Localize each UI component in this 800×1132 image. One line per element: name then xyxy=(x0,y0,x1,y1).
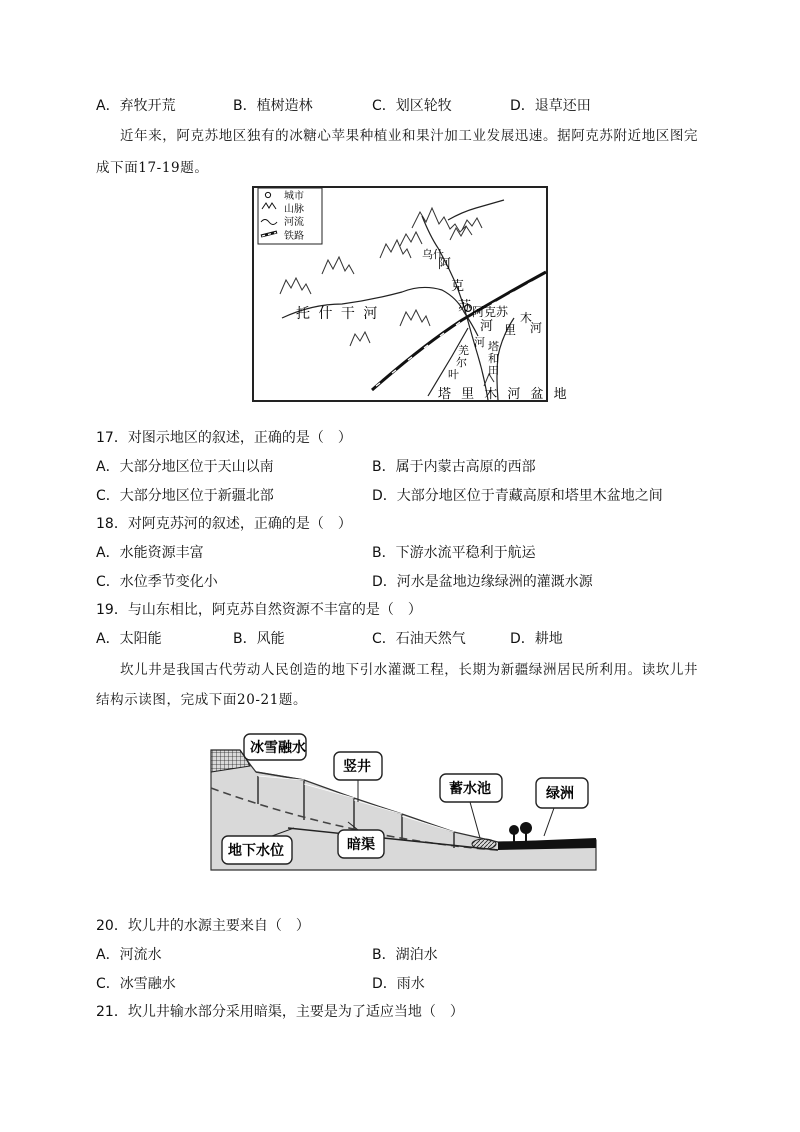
q18-option-a: A．水能资源丰富 xyxy=(96,545,204,561)
river-label-hotan xyxy=(488,339,499,377)
q19-option-c: C．石油天然气 xyxy=(372,631,466,647)
karez-structure-diagram xyxy=(208,732,604,880)
aksu-region-map xyxy=(252,186,570,406)
city-label-north: 乌什 xyxy=(422,248,444,261)
q17-stem: 17．对图示地区的叙述，正确的是（ ） xyxy=(96,430,352,446)
svg-text:阿: 阿 xyxy=(438,257,452,272)
svg-text:河: 河 xyxy=(474,336,485,349)
option-a: A．弃牧开荒 xyxy=(96,98,176,114)
legend-mountain-label: 山脉 xyxy=(284,204,304,215)
q20-stem: 20．坎儿井的水源主要来自（ ） xyxy=(96,918,310,934)
svg-text:田: 田 xyxy=(488,364,499,377)
q18-option-d: D．河水是盆地边缘绿洲的灌溉水源 xyxy=(372,574,593,590)
q18-option-c: C．水位季节变化小 xyxy=(96,574,218,590)
q19-stem: 19．与山东相比，阿克苏自然资源不丰富的是（ ） xyxy=(96,602,422,618)
q17-option-b: B．属于内蒙古高原的西部 xyxy=(372,459,536,475)
oasis-trees-icon xyxy=(509,822,532,842)
intro-paragraph-line1: 近年来，阿克苏地区独有的冰糖心苹果种植业和果汁加工业发展迅速。据阿克苏附近地区图完 xyxy=(120,128,699,144)
option-b: B．植树造林 xyxy=(233,98,313,114)
city-label-aksu: 阿克苏 xyxy=(472,305,509,319)
svg-text:羌: 羌 xyxy=(458,344,469,357)
svg-text:苏: 苏 xyxy=(458,299,472,314)
q20-option-d: D．雨水 xyxy=(372,976,425,992)
q19-option-a: A．太阳能 xyxy=(96,631,162,647)
svg-text:河: 河 xyxy=(530,321,543,335)
q18-option-b: B．下游水流平稳利于航运 xyxy=(372,545,536,561)
svg-text:和: 和 xyxy=(488,352,499,365)
karez-intro-line2: 结构示读图，完成下面20-21题。 xyxy=(96,692,308,708)
svg-text:叶: 叶 xyxy=(448,368,459,381)
q19-option-d: D．耕地 xyxy=(510,631,563,647)
river-label-toshkan: 托 什 干 河 xyxy=(296,306,380,322)
q20-option-a: A．河流水 xyxy=(96,947,162,963)
legend-city-label: 城市 xyxy=(284,191,304,202)
q19-option-b: B．风能 xyxy=(233,631,285,647)
legend-railway-label: 铁路 xyxy=(284,231,304,242)
label-snowmelt: 冰雪融水 xyxy=(250,740,306,756)
q21-stem: 21．坎儿井输水部分采用暗渠，主要是为了适应当地（ ） xyxy=(96,1004,464,1020)
label-canal: 暗渠 xyxy=(347,837,375,853)
svg-text:尔: 尔 xyxy=(456,356,467,369)
q17-option-c: C．大部分地区位于新疆北部 xyxy=(96,488,274,504)
svg-text:河: 河 xyxy=(480,319,494,334)
map-legend xyxy=(258,188,322,244)
option-d: D．退草还田 xyxy=(510,98,591,114)
q20-option-c: C．冰雪融水 xyxy=(96,976,176,992)
option-c: C．划区轮牧 xyxy=(372,98,452,114)
q17-option-a: A．大部分地区位于天山以南 xyxy=(96,459,274,475)
q20-option-b: B．湖泊水 xyxy=(372,947,438,963)
label-water-table: 地下水位 xyxy=(228,843,284,859)
label-reservoir: 蓄水池 xyxy=(449,781,491,797)
q17-option-d: D．大部分地区位于青藏高原和塔里木盆地之间 xyxy=(372,488,663,504)
svg-text:克: 克 xyxy=(451,279,465,294)
legend-river-label: 河流 xyxy=(284,217,304,228)
svg-text:木: 木 xyxy=(520,311,533,325)
svg-text:里: 里 xyxy=(504,323,517,337)
label-shaft: 竖井 xyxy=(343,759,371,775)
intro-paragraph-line2: 成下面17-19题。 xyxy=(96,160,209,176)
q18-stem: 18．对阿克苏河的叙述，正确的是（ ） xyxy=(96,516,352,532)
svg-text:塔: 塔 xyxy=(488,340,499,353)
basin-label: 塔 里 木 河 盆 地 xyxy=(438,387,570,402)
reservoir-shape xyxy=(472,839,496,849)
karez-intro-line1: 坎儿井是我国古代劳动人民创造的地下引水灌溉工程，长期为新疆绿洲居民所利用。读坎儿井 xyxy=(120,662,699,678)
label-oasis: 绿洲 xyxy=(546,786,574,802)
